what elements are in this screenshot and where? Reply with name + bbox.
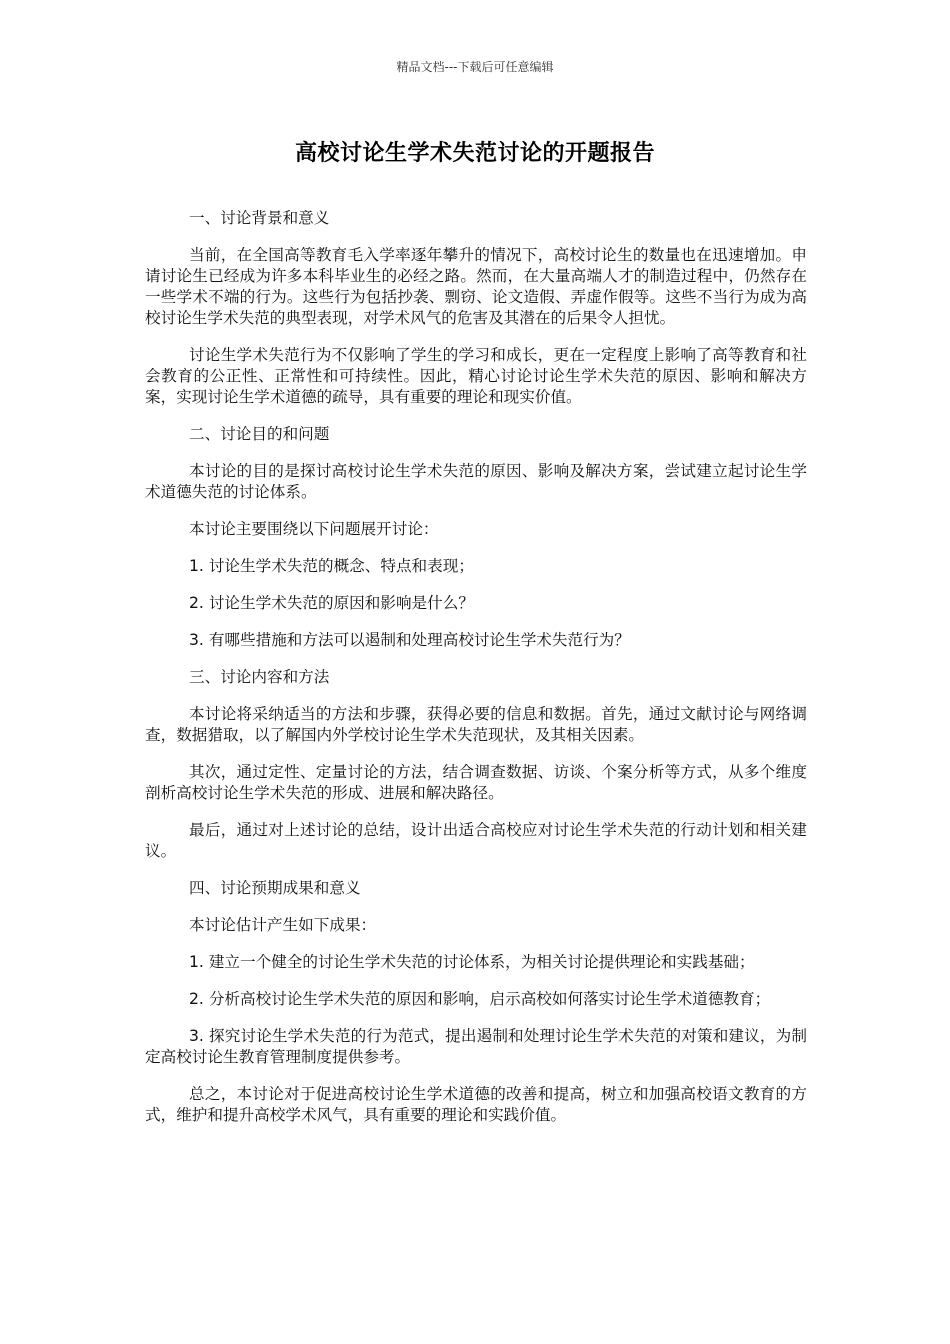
page-header-note: 精品文档---下载后可任意编辑 xyxy=(396,60,554,74)
paragraph: 本讨论将采纳适当的方法和步骤，获得必要的信息和数据。首先，通过文献讨论与网络调查，数据猎取，以了解国内外学校讨论生学术失范现状，及其相关因素。 xyxy=(145,705,807,744)
list-item: 2. 讨论生学术失范的原因和影响是什么？ xyxy=(189,594,474,612)
closing-paragraph: 总之，本讨论对于促进高校讨论生学术道德的改善和提高，树立和加强高校语文教育的方式，维护和提升高校学术风气，具有重要的理论和实践价值。 xyxy=(145,1085,807,1124)
section-heading-content-methods: 三、讨论内容和方法 xyxy=(189,668,330,686)
list-item: 3. 有哪些措施和方法可以遏制和处理高校讨论生学术失范行为？ xyxy=(189,631,630,649)
document-title: 高校讨论生学术失范讨论的开题报告 xyxy=(294,141,655,166)
paragraph: 本讨论估计产生如下成果： xyxy=(189,916,377,934)
list-item: 2. 分析高校讨论生学术失范的原因和影响，启示高校如何落实讨论生学术道德教育； xyxy=(189,990,771,1008)
paragraph: 其次，通过定性、定量讨论的方法，结合调查数据、访谈、个案分析等方式，从多个维度剖析高校讨论生学术失范的形成、进展和解决路径。 xyxy=(145,763,807,802)
section-heading-background: 一、讨论背景和意义 xyxy=(189,209,330,227)
list-item: 1. 讨论生学术失范的概念、特点和表现； xyxy=(189,557,474,575)
list-item: 1. 建立一个健全的讨论生学术失范的讨论体系，为相关讨论提供理论和实践基础； xyxy=(189,953,755,971)
section-heading-purpose: 二、讨论目的和问题 xyxy=(189,425,330,443)
paragraph: 最后，通过对上述讨论的总结，设计出适合高校应对讨论生学术失范的行动计划和相关建议。 xyxy=(145,821,807,860)
paragraph: 本讨论的目的是探讨高校讨论生学术失范的原因、影响及解决方案，尝试建立起讨论生学术道德失范的讨论体系。 xyxy=(145,462,807,501)
section-heading-expected-results: 四、讨论预期成果和意义 xyxy=(189,879,361,897)
list-item: 3. 探究讨论生学术失范的行为范式，提出遏制和处理讨论生学术失范的对策和建议，为制定高校讨论生教育管理制度提供参考。 xyxy=(145,1027,807,1066)
document-body xyxy=(145,208,807,1142)
paragraph: 本讨论主要围绕以下问题展开讨论： xyxy=(189,520,439,538)
paragraph: 当前，在全国高等教育毛入学率逐年攀升的情况下，高校讨论生的数量也在迅速增加。申请讨论生已经成为许多本科毕业生的必经之路。然而，在大量高端人才的制造过程中，仍然存在一些学术不端的行为。这些行为包括抄袭、剽窃、论文造假、弄虚作假等。这些不当行为成为高校讨论生学术失范的典型表现，对学术风气的危害及其潜在的后果令人担忧。 xyxy=(145,246,807,327)
paragraph: 讨论生学术失范行为不仅影响了学生的学习和成长，更在一定程度上影响了高等教育和社会教育的公正性、正常性和可持续性。因此，精心讨论讨论生学术失范的原因、影响和解决方案，实现讨论生学术道德的疏导，具有重要的理论和现实价值。 xyxy=(145,346,807,406)
